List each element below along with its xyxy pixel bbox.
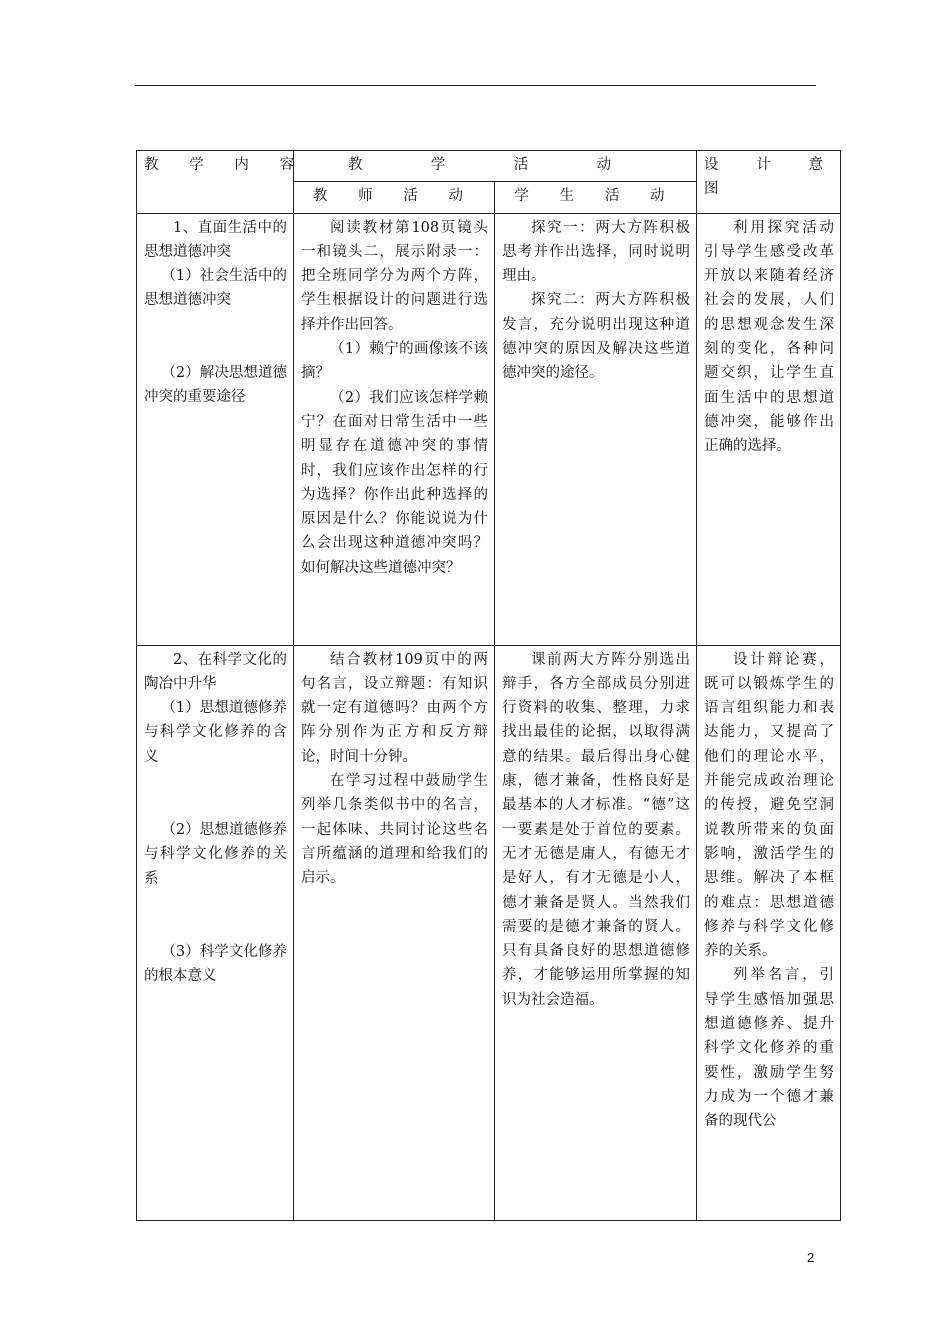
header-rule [135, 85, 816, 86]
row1-teacher-question1: （1）赖宁的画像该不该摘？ [301, 341, 488, 382]
lesson-plan-table [136, 150, 841, 1221]
row1-design-cell [697, 213, 841, 645]
row1-content-point1: （1）社会生活中的思想道德冲突 [144, 268, 287, 309]
row2-student-cell [495, 645, 697, 1220]
row2-teacher-para2: 在学习过程中鼓励学生列举几条类似书中的名言，一起体味、共同讨论这些名言所蕴涵的道理和给我们的启示。 [301, 773, 488, 887]
row1-teacher-para1: 阅读教材第108页镜头一和镜头二，展示附录一：把全班同学分为两个方阵，学生根据设计的问题进行选择并作出回答。 [301, 219, 488, 333]
row2-content-point3: （3）科学文化修养的根本意义 [144, 943, 287, 985]
row2-design-para2: 列举名言，引导学生感悟加强思想道德修养、提升科学文化修养的重要性，激励学生努力成为一个德才兼备的现代公 [704, 967, 835, 1130]
row1-student-cell [495, 213, 697, 645]
row1-student-inquiry1: 探究一：两大方阵积极思考并作出选择，同时说明理由。 [502, 219, 691, 285]
header-student: 学 生 活 动 [495, 182, 697, 213]
row1-content-title: 1、直面生活中的思想道德冲突 [144, 219, 287, 260]
row1-student-inquiry2: 探究二：两大方阵积极发言，充分说明出现这种道德冲突的原因及解决这些道德冲突的途径。 [502, 292, 691, 382]
row2-teacher-cell [294, 645, 495, 1220]
row2-student-text: 课前两大方阵分别选出辩手，各方全部成员分别进行资料的收集、整理，力求找出最佳的论据，以取得满意的结果。最后得出身心健康，德才兼备，性格良好是最基本的人才标准。“德”这一要素是处于首位的要素。无才无德是庸人，有德无才是好人，有才无德是小人，德才兼备是贤人。当然我们需要的是德才兼备的贤人。只有具备良好的思想道德修养，才能够运用所掌握的知识为社会造福。 [502, 651, 691, 1008]
row2-teacher-para1: 结合教材109页中的两句名言，设立辩题：有知识就一定有道德吗？由两个方阵分别作为正方和反方辩论，时间十分钟。 [301, 651, 488, 765]
row2-content-point1: （1）思想道德修养与科学文化修养的含义 [144, 700, 287, 765]
page-number: 2 [807, 1250, 815, 1265]
row2-content-point2: （2）思想道德修养与科学文化修养的关系 [144, 822, 287, 887]
row2-design-cell [697, 645, 841, 1220]
row2-content-title: 2、在科学文化的陶冶中升华 [144, 651, 287, 692]
row1-content-point2: （2）解决思想道德冲突的重要途径 [144, 364, 287, 406]
row1-teacher-cell [294, 213, 495, 645]
row1-teacher-question2: （2）我们应该怎样学赖宁？在面对日常生活中一些明显存在道德冲突的事情时，我们应该作出怎样的行为选择？你作出此种选择的原因是什么？你能说说为什么会出现这种道德冲突吗？如何解决这些道德冲突？ [301, 389, 488, 576]
row2-content-cell [137, 645, 294, 1220]
row1-design-text: 利用探究活动引导学生感受改革开放以来随着经济社会的发展，人们的思想观念发生深刻的变化，各种问题交织，让学生直面生活中的思想道德冲突，能够作出正确的选择。 [704, 219, 835, 455]
row2-design-para1: 设计辩论赛，既可以锻炼学生的语言组织能力和表达能力，又提高了他们的理论水平，并能完成政治理论的传授，避免空洞说教所带来的负面影响，激活学生的思维。解决了本框的难点：思想道德修养与科学文化修养的关系。 [704, 651, 835, 960]
header-activity: 教 学 活 动 [294, 151, 697, 182]
header-teacher: 教 师 活 动 [294, 182, 495, 213]
header-content: 教 学 内 容 [137, 151, 294, 214]
header-design: 设 计 意 图 [697, 151, 841, 214]
row1-content-cell [137, 213, 294, 645]
